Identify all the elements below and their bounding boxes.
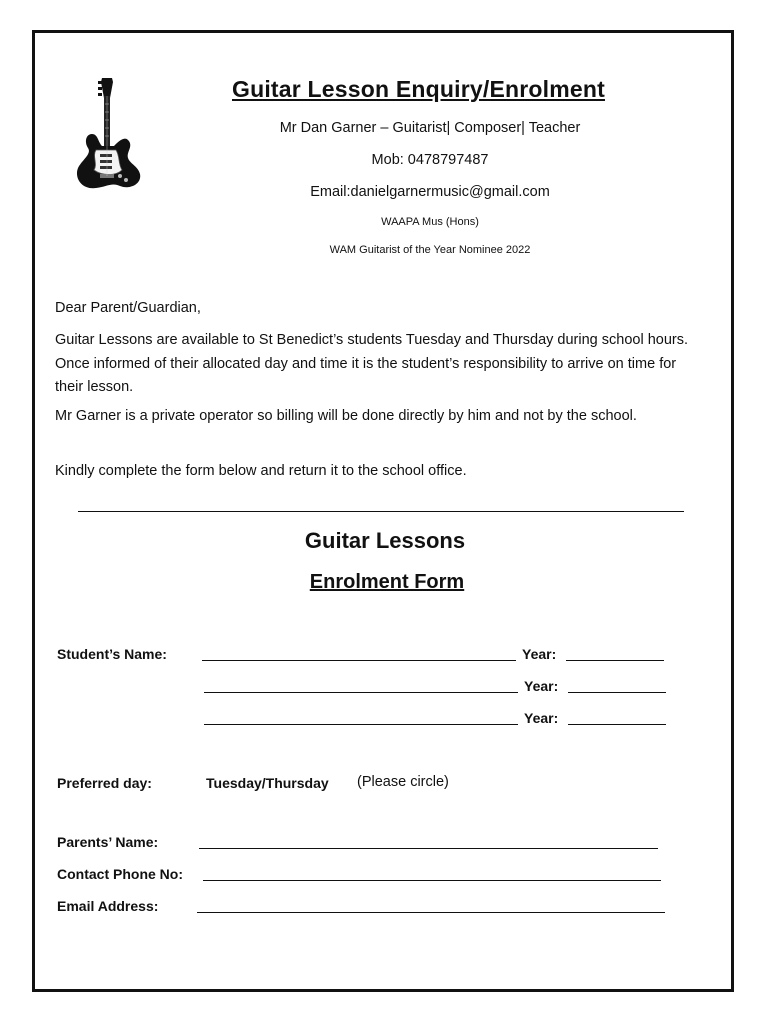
student-name-field-1[interactable] — [202, 660, 516, 661]
preferred-day-label: Preferred day: — [57, 775, 152, 791]
teacher-name: Mr Dan Garner – Guitarist| Composer| Teacher — [279, 120, 581, 136]
parents-name-label: Parents’ Name: — [57, 834, 159, 850]
year-field-3[interactable] — [568, 724, 666, 725]
mobile-number: Mob: 0478797487 — [371, 152, 489, 168]
preferred-day-note: (Please circle) — [357, 774, 449, 790]
email-address: Email:danielgarnermusic@gmail.com — [310, 184, 550, 200]
contact-phone-field[interactable] — [203, 880, 661, 881]
paragraph-3: Kindly complete the form below and return it to the school office. — [55, 463, 467, 479]
form-title: Guitar Lessons — [304, 528, 466, 553]
parents-name-field[interactable] — [199, 848, 658, 849]
divider — [78, 511, 684, 512]
year-label-1: Year: — [522, 646, 557, 662]
year-field-2[interactable] — [568, 692, 666, 693]
contact-phone-label: Contact Phone No: — [57, 866, 183, 882]
year-label-3: Year: — [524, 710, 559, 726]
year-field-1[interactable] — [566, 660, 664, 661]
paragraph-2: Mr Garner is a private operator so billing will be done directly by him and not by the school. — [55, 408, 637, 424]
email-address-label: Email Address: — [57, 898, 159, 914]
student-name-field-3[interactable] — [204, 724, 518, 725]
student-name-field-2[interactable] — [204, 692, 518, 693]
email-address-field[interactable] — [197, 912, 665, 913]
paragraph-1: Guitar Lessons are available to St Benedict’s students Tuesday and Thursday during school hours. Once informed of their allocated day and time it is the student’s responsibility to arrive on time for their lesson. — [55, 332, 689, 395]
students-name-label: Student’s Name: — [57, 646, 167, 662]
qualification: WAAPA Mus (Hons) — [381, 216, 479, 228]
form-subtitle: Enrolment Form — [309, 571, 465, 593]
page-title: Guitar Lesson Enquiry/Enrolment — [232, 76, 605, 102]
year-label-2: Year: — [524, 678, 559, 694]
preferred-day-options[interactable]: Tuesday/Thursday — [206, 775, 329, 791]
award-nomination: WAM Guitarist of the Year Nominee 2022 — [329, 244, 531, 256]
greeting: Dear Parent/Guardian, — [55, 300, 201, 316]
